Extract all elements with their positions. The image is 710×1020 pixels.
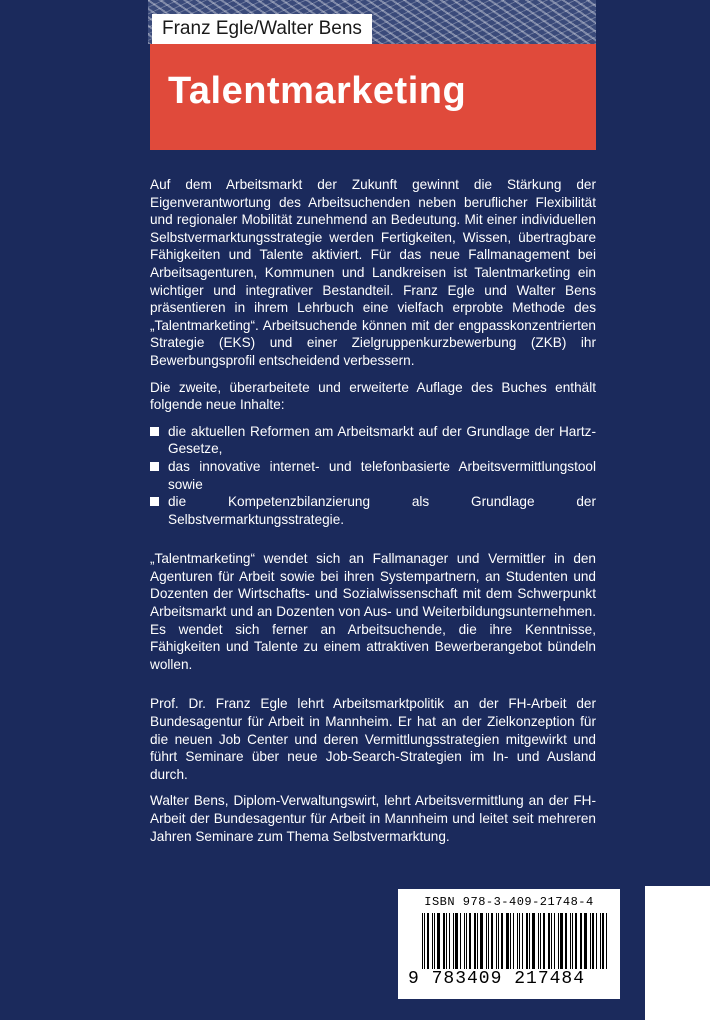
barcode-bar <box>501 913 503 969</box>
barcode-bar <box>446 913 447 969</box>
barcode-bar <box>581 913 582 969</box>
barcode-bar <box>529 913 530 969</box>
barcode-bar <box>575 913 577 969</box>
barcode-bar <box>486 913 487 969</box>
barcode-bar <box>466 913 467 969</box>
barcode-bar <box>488 913 489 969</box>
barcode-bar <box>602 913 604 969</box>
back-cover-text <box>150 176 596 854</box>
isbn-barcode <box>398 889 620 999</box>
barcode-bar <box>513 913 514 969</box>
list-item: das innovative internet- und telefonbasierte Arbeitsvermittlungstool sowie <box>150 458 596 493</box>
barcode-bars <box>422 913 610 973</box>
barcode-digits: 9 783409 217484 <box>408 969 586 989</box>
book-title: Talentmarketing <box>168 70 467 112</box>
bullet-square-icon <box>150 427 159 436</box>
barcode-bar <box>498 913 499 969</box>
barcode-bar <box>474 913 476 969</box>
barcode-bar <box>565 913 567 969</box>
barcode-bar <box>460 913 461 969</box>
list-item: die Kompetenzbilanzierung als Grundlage der Selbstvermarktungsstrategie. <box>150 493 596 528</box>
author-bio-bens: Walter Bens, Diplom-Verwaltungswirt, lehrt Arbeitsvermittlung an der FH-Arbeit der Bundesagentur für Arbeit in Mannheim und leitet seit mehreren Jahren Seminare zum Thema Selbstvermarktung. <box>150 793 596 844</box>
barcode-bar <box>540 913 541 969</box>
blurb-paragraph-2: Die zweite, überarbeitete und erweiterte Auflage des Buches enthält folgende neue Inhalte: <box>150 379 596 413</box>
barcode-bar <box>560 913 563 969</box>
barcode-bar <box>522 913 523 969</box>
barcode-bar <box>510 913 511 969</box>
price-label-area <box>645 886 710 1020</box>
isbn-label: ISBN 978-3-409-21748-4 <box>424 895 594 909</box>
barcode-bar <box>434 913 435 969</box>
barcode-bar <box>554 913 555 969</box>
barcode-bar <box>600 913 601 969</box>
barcode-bar <box>548 913 550 969</box>
barcode-bar <box>443 913 445 969</box>
author-names: Franz Egle/Walter Bens <box>152 14 372 44</box>
barcode-bar <box>538 913 539 969</box>
barcode-bar <box>570 913 571 969</box>
author-bio-egle: Prof. Dr. Franz Egle lehrt Arbeitsmarktpolitik an der FH-Arbeit der Bundesagentur für Arbeit in Mannheim. Er hat an der Zielkonzeption für die neuen Job Center und deren Vermittlungsstrategien mitgewirkt und führt Seminare über neue Job-Search-Strategien im In- und Ausland durch. <box>150 696 596 782</box>
barcode-bar <box>477 913 478 969</box>
new-contents-list <box>150 423 596 529</box>
barcode-bar <box>424 913 425 969</box>
barcode-bar <box>449 913 450 969</box>
barcode-bar <box>427 913 429 969</box>
barcode-bar <box>437 913 440 969</box>
barcode-bar <box>453 913 455 969</box>
barcode-bar <box>517 913 519 969</box>
barcode-bar <box>519 913 520 969</box>
barcode-bar <box>455 913 458 969</box>
barcode-bar <box>469 913 471 969</box>
audience-paragraph: „Talentmarketing“ wendet sich an Fallmanager und Vermittler in den Agenturen für Arbeit sowie bei ihren Systempartnern, an Studenten und Dozenten der Wirtschafts- und Sozialwissenschaft mit dem Schwerpunkt Arbeitsmarkt und an Dozenten von Aus- und Weiterbildungsunternehmen. Es wendet sich ferner an Arbeitsuchende, die ihre Kenntnisse, Fähigkeiten und Talente zu einem attraktiven Bewerberangebot bündeln wollen. <box>150 551 596 672</box>
barcode-bar <box>526 913 528 969</box>
barcode-bar <box>572 913 573 969</box>
barcode-bar <box>551 913 552 969</box>
barcode-bar <box>590 913 591 969</box>
barcode-bar <box>491 913 493 969</box>
barcode-bar <box>496 913 497 969</box>
barcode-bar <box>596 913 597 969</box>
list-item: die aktuellen Reformen am Arbeitsmarkt auf der Grundlage der Hartz-Gesetze, <box>150 423 596 458</box>
bullet-square-icon <box>150 462 159 471</box>
barcode-bar <box>432 913 433 969</box>
barcode-bar <box>558 913 559 969</box>
bullet-square-icon <box>150 497 159 506</box>
blurb-paragraph-1: Auf dem Arbeitsmarkt der Zukunft gewinnt die Stärkung der Eigenverantwortung des Arbeitsuchenden neben beruflicher Flexibilität und regionaler Mobilität zunehmend an Bedeutung. Mit einer individuellen Selbstvermarktungsstrategie werden Fertigkeiten, Wissen, übertragbare Fähigkeiten und Talente aktiviert. Für das neue Fallmanagement bei Arbeitsagenturen, Kommunen und Landkreisen ist Talentmarketing ein wichtiger und integrativer Bestandteil. Franz Egle und Walter Bens präsentieren in ihrem Lehrbuch eine vielfach erprobte Methode des „Talentmarketing“. Arbeitsuchende können mit der engpasskonzentrierten Strategie (EKS) und einer Zielgruppenkurzbewerbung (ZKB) ihr Bewerbungsprofil entscheidend verbessern. <box>150 177 596 368</box>
barcode-bar <box>506 913 509 969</box>
barcode-bar <box>422 913 423 969</box>
barcode-bar <box>580 913 581 969</box>
barcode-bar <box>606 913 607 969</box>
barcode-bar <box>543 913 545 969</box>
barcode-bar <box>464 913 465 969</box>
barcode-bar <box>532 913 535 969</box>
barcode-bar <box>584 913 587 969</box>
barcode-bar <box>592 913 594 969</box>
barcode-bar <box>480 913 483 969</box>
title-band <box>150 44 596 150</box>
